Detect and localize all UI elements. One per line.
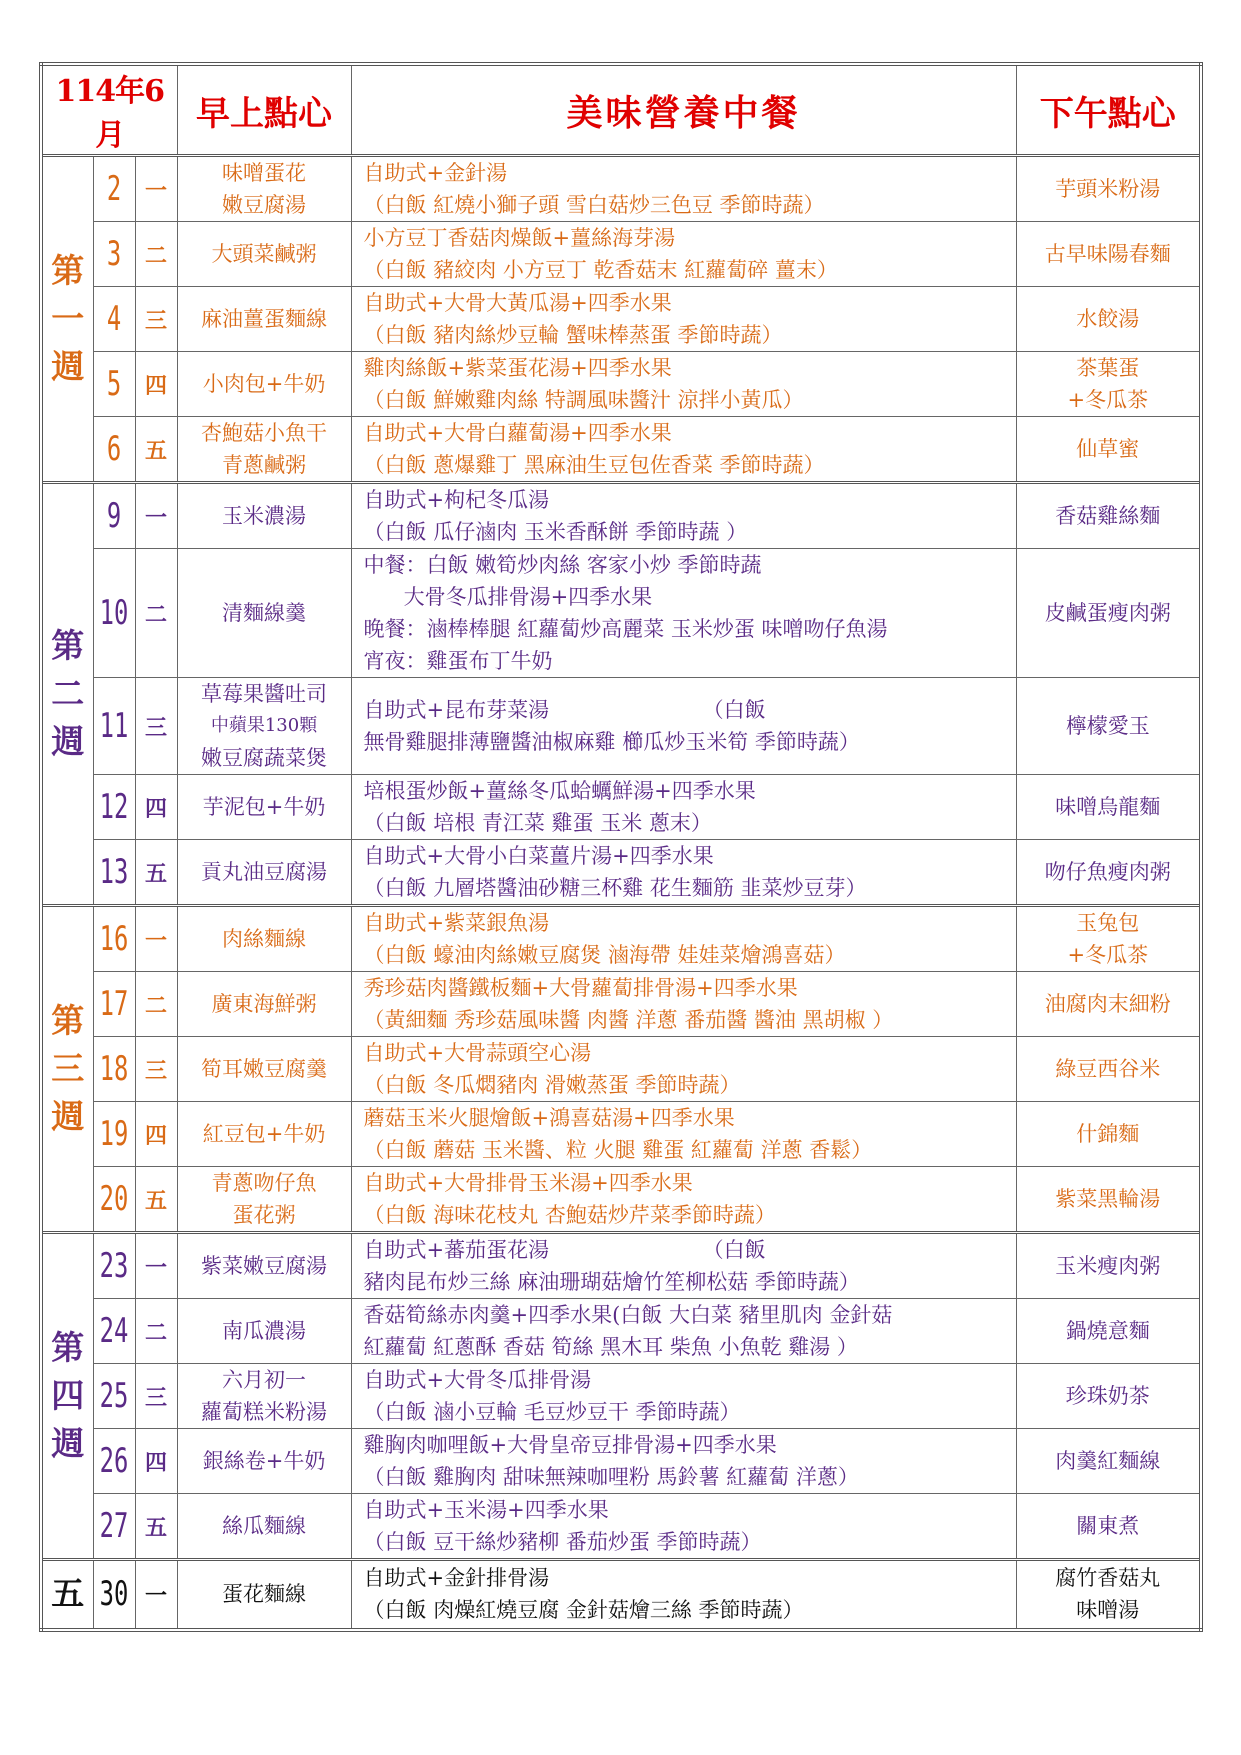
text-line: （白飯 培根 青江菜 雞蛋 玉米 蔥末） xyxy=(363,811,712,835)
weekday-cell: 一 xyxy=(135,156,177,222)
afternoon-snack-cell xyxy=(1016,906,1201,972)
text-line: 味噌蛋花 xyxy=(222,161,307,185)
text-line: 大頭菜鹹粥 xyxy=(211,242,317,266)
weekday-cell: 三 xyxy=(135,678,177,775)
week-label xyxy=(41,906,93,1233)
lunch-cell xyxy=(351,483,1016,549)
afternoon-snack-cell xyxy=(1016,1494,1201,1560)
breakfast-cell xyxy=(177,1494,351,1560)
afternoon-snack-cell xyxy=(1016,1037,1201,1102)
text-line: （白飯 九層塔醬油砂糖三杯雞 花生麵筋 韭菜炒豆芽） xyxy=(363,876,867,900)
text-line: 中餐：白飯 嫩筍炒肉絲 客家小炒 季節時蔬 xyxy=(363,553,762,577)
text-line: 肉羹紅麵線 xyxy=(1055,1449,1161,1473)
text-line: 紫菜黑輪湯 xyxy=(1055,1187,1161,1211)
text-line: 青蔥吻仔魚 xyxy=(211,1171,317,1195)
text-line: 嫩豆腐湯 xyxy=(222,193,307,217)
text-line: 秀珍菇肉醬鐵板麵+大骨蘿蔔排骨湯+四季水果 xyxy=(363,976,798,1000)
text-line: 自助式+玉米湯+四季水果 xyxy=(363,1498,609,1522)
week-label-char: 一 xyxy=(51,299,85,338)
afternoon-snack-cell xyxy=(1016,1167,1201,1233)
text-line: 自助式+金針湯 xyxy=(363,161,508,185)
text-line: （白飯 冬瓜燜豬肉 滑嫩蒸蛋 季節時蔬） xyxy=(363,1073,741,1097)
text-line: 古早味陽春麵 xyxy=(1044,242,1171,266)
week-label-char: 週 xyxy=(51,1424,85,1463)
weekday-cell: 一 xyxy=(135,1560,177,1630)
text-line: 小方豆丁香菇肉燥飯+薑絲海芽湯 xyxy=(363,226,676,250)
breakfast-cell xyxy=(177,840,351,906)
week-label-char: 第 xyxy=(51,626,85,665)
text-line: 自助式+蕃茄蛋花湯 （白飯 xyxy=(363,1238,766,1262)
lunch-cell xyxy=(351,222,1016,287)
breakfast-cell xyxy=(177,1233,351,1299)
lunch-cell xyxy=(351,1299,1016,1364)
afternoon-snack-cell xyxy=(1016,156,1201,222)
weekday-cell: 一 xyxy=(135,483,177,549)
breakfast-cell xyxy=(177,1037,351,1102)
weekday-cell: 三 xyxy=(135,287,177,352)
text-line: （白飯 海味花枝丸 杏鮑菇炒芹菜季節時蔬） xyxy=(363,1203,776,1227)
week-label-char: 五 xyxy=(51,1574,85,1614)
afternoon-snack-cell xyxy=(1016,287,1201,352)
text-line: 蘿蔔糕米粉湯 xyxy=(201,1400,328,1424)
text-line: 香菇雞絲麵 xyxy=(1055,504,1161,528)
text-line: 芋頭米粉湯 xyxy=(1055,177,1161,201)
text-line: 自助式+大骨小白菜薑片湯+四季水果 xyxy=(363,844,714,868)
date-cell: 24 xyxy=(99,1299,128,1364)
breakfast-cell xyxy=(177,549,351,678)
date-cell: 2 xyxy=(99,156,128,222)
date-cell: 18 xyxy=(99,1037,128,1102)
weekday-cell: 一 xyxy=(135,1233,177,1299)
day-row xyxy=(41,1429,1201,1494)
day-row xyxy=(41,1494,1201,1560)
text-line: （白飯 蘑菇 玉米醬、粒 火腿 雞蛋 紅蘿蔔 洋蔥 香鬆） xyxy=(363,1138,873,1162)
date-cell: 23 xyxy=(99,1233,128,1299)
weekday-cell: 二 xyxy=(135,972,177,1037)
text-line: 自助式+大骨冬瓜排骨湯 xyxy=(363,1368,592,1392)
breakfast-cell xyxy=(177,417,351,483)
lunch-cell xyxy=(351,840,1016,906)
text-line: 雞肉絲飯+紫菜蛋花湯+四季水果 xyxy=(363,356,672,380)
text-line: 肉絲麵線 xyxy=(222,927,307,951)
lunch-cell xyxy=(351,1102,1016,1167)
lunch-cell xyxy=(351,156,1016,222)
afternoon-snack-cell xyxy=(1016,972,1201,1037)
text-line: （白飯 雞胸肉 甜味無辣咖哩粉 馬鈴薯 紅蘿蔔 洋蔥） xyxy=(363,1465,859,1489)
text-line: （黃細麵 秀珍菇風味醬 肉醬 洋蔥 番茄醬 醬油 黑胡椒 ） xyxy=(363,1008,894,1032)
lunch-cell xyxy=(351,549,1016,678)
breakfast-cell xyxy=(177,678,351,775)
date-cell: 10 xyxy=(99,549,128,678)
day-row xyxy=(41,1167,1201,1233)
breakfast-cell xyxy=(177,1429,351,1494)
breakfast-cell xyxy=(177,156,351,222)
date-cell: 26 xyxy=(99,1429,128,1494)
breakfast-cell xyxy=(177,1364,351,1429)
afternoon-snack-cell xyxy=(1016,352,1201,417)
day-row xyxy=(41,1102,1201,1167)
weekday-cell: 三 xyxy=(135,1364,177,1429)
text-line: 自助式+金針排骨湯 xyxy=(363,1566,550,1591)
text-line: 銀絲卷+牛奶 xyxy=(202,1449,326,1473)
week-label-char: 四 xyxy=(51,1376,85,1415)
text-line: 自助式+大骨蒜頭空心湯 xyxy=(363,1041,592,1065)
date-cell: 27 xyxy=(99,1494,128,1560)
lunch-cell xyxy=(351,1364,1016,1429)
header-row xyxy=(41,64,1201,156)
day-row xyxy=(41,222,1201,287)
text-line: 紅豆包+牛奶 xyxy=(202,1122,326,1146)
day-row xyxy=(41,483,1201,549)
breakfast-cell xyxy=(177,222,351,287)
text-line: 紅蘿蔔 紅蔥酥 香菇 筍絲 黑木耳 柴魚 小魚乾 雞湯 ） xyxy=(363,1335,858,1359)
afternoon-snack-cell xyxy=(1016,1102,1201,1167)
afternoon-snack-cell xyxy=(1016,1560,1201,1630)
text-line: 自助式+紫菜銀魚湯 xyxy=(363,911,550,935)
day-row xyxy=(41,775,1201,840)
weekday-cell: 四 xyxy=(135,352,177,417)
weekday-cell: 一 xyxy=(135,906,177,972)
date-cell: 6 xyxy=(99,417,128,483)
week-label xyxy=(41,1560,93,1630)
breakfast-cell xyxy=(177,775,351,840)
text-line: 玉米瘦肉粥 xyxy=(1055,1254,1161,1278)
text-line: 吻仔魚瘦肉粥 xyxy=(1044,860,1171,884)
weekday-cell: 五 xyxy=(135,840,177,906)
text-line: 味噌湯 xyxy=(1076,1598,1140,1623)
lunch-cell xyxy=(351,1233,1016,1299)
text-line: 鍋燒意麵 xyxy=(1065,1319,1150,1343)
text-line: 南瓜濃湯 xyxy=(222,1319,307,1343)
text-line: （白飯 鮮嫩雞肉絲 特調風味醬汁 涼拌小黃瓜） xyxy=(363,388,804,412)
breakfast-cell xyxy=(177,972,351,1037)
text-line: 玉兔包 xyxy=(1076,911,1140,935)
weekday-cell: 四 xyxy=(135,1102,177,1167)
lunch-cell xyxy=(351,775,1016,840)
lunch-heading: 美味營養中餐 xyxy=(351,64,1016,156)
date-cell: 16 xyxy=(99,906,128,972)
day-row xyxy=(41,972,1201,1037)
text-line: 自助式+大骨排骨玉米湯+四季水果 xyxy=(363,1171,693,1195)
lunch-cell xyxy=(351,287,1016,352)
text-line: 自助式+大骨大黃瓜湯+四季水果 xyxy=(363,291,672,315)
weekday-cell: 五 xyxy=(135,417,177,483)
text-line: 筍耳嫩豆腐羹 xyxy=(201,1057,328,1081)
text-line: 絲瓜麵線 xyxy=(222,1514,307,1538)
afternoon-snack-cell xyxy=(1016,549,1201,678)
text-line: （白飯 豆干絲炒豬柳 番茄炒蛋 季節時蔬） xyxy=(363,1530,762,1554)
weekday-cell: 五 xyxy=(135,1494,177,1560)
text-line: 關東煮 xyxy=(1076,1514,1140,1538)
week-label xyxy=(41,1233,93,1560)
morning-snack-heading: 早上點心 xyxy=(177,64,351,156)
afternoon-snack-cell xyxy=(1016,840,1201,906)
afternoon-snack-cell xyxy=(1016,1364,1201,1429)
afternoon-snack-cell xyxy=(1016,1299,1201,1364)
lunch-cell xyxy=(351,1560,1016,1630)
text-line: 珍珠奶茶 xyxy=(1065,1384,1150,1408)
date-cell: 13 xyxy=(99,840,128,906)
text-line: （白飯 紅燒小獅子頭 雪白菇炒三色豆 季節時蔬） xyxy=(363,193,825,217)
text-line: 玉米濃湯 xyxy=(222,504,307,528)
day-row xyxy=(41,1037,1201,1102)
text-line: 仙草蜜 xyxy=(1076,437,1140,461)
text-line: 貢丸油豆腐湯 xyxy=(201,860,328,884)
date-cell: 11 xyxy=(99,678,128,775)
text-line: 紫菜嫩豆腐湯 xyxy=(201,1254,328,1278)
date-cell: 19 xyxy=(99,1102,128,1167)
text-line: 小肉包+牛奶 xyxy=(202,372,326,396)
week-label-char: 週 xyxy=(51,347,85,386)
breakfast-cell xyxy=(177,483,351,549)
text-line: 蛋花麵線 xyxy=(222,1582,307,1607)
afternoon-snack-heading: 下午點心 xyxy=(1016,64,1201,156)
lunch-cell xyxy=(351,417,1016,483)
day-row xyxy=(41,156,1201,222)
lunch-cell xyxy=(351,1494,1016,1560)
text-line: 油腐肉末細粉 xyxy=(1044,992,1171,1016)
text-line: 腐竹香菇丸 xyxy=(1055,1566,1161,1591)
afternoon-snack-cell xyxy=(1016,222,1201,287)
date-cell: 25 xyxy=(99,1364,128,1429)
text-line: 檸檬愛玉 xyxy=(1065,714,1150,738)
day-row xyxy=(41,840,1201,906)
text-line: 麻油薑蛋麵線 xyxy=(201,307,328,331)
weekday-cell: 二 xyxy=(135,549,177,678)
date-cell: 3 xyxy=(99,222,128,287)
text-line: 蘑菇玉米火腿燴飯+鴻喜菇湯+四季水果 xyxy=(363,1106,735,1130)
text-line: （白飯 豬絞肉 小方豆丁 乾香菇末 紅蘿蔔碎 薑末） xyxy=(363,258,838,282)
text-line: 自助式+枸杞冬瓜湯 xyxy=(363,488,550,512)
week-label xyxy=(41,483,93,906)
day-row xyxy=(41,906,1201,972)
date-cell: 12 xyxy=(99,775,128,840)
text-line: 水餃湯 xyxy=(1076,307,1140,331)
text-line: 晚餐：滷棒棒腿 紅蘿蔔炒高麗菜 玉米炒蛋 味噌吻仔魚湯 xyxy=(363,617,888,641)
afternoon-snack-cell xyxy=(1016,1429,1201,1494)
lunch-menu-table xyxy=(39,62,1203,1632)
breakfast-cell xyxy=(177,352,351,417)
breakfast-cell xyxy=(177,1560,351,1630)
day-row xyxy=(41,352,1201,417)
weekday-cell: 五 xyxy=(135,1167,177,1233)
text-line: 六月初一 xyxy=(222,1368,307,1392)
text-line: 青蔥鹹粥 xyxy=(222,453,307,477)
text-line: 無骨雞腿排薄鹽醬油椒麻雞 櫛瓜炒玉米筍 季節時蔬） xyxy=(363,730,860,754)
day-row xyxy=(41,549,1201,678)
text-line: 中蘋果130顆 xyxy=(210,715,318,736)
text-line: （白飯 肉燥紅燒豆腐 金針菇燴三絲 季節時蔬） xyxy=(363,1598,804,1623)
text-line: 綠豆西谷米 xyxy=(1055,1057,1161,1081)
week-label-char: 週 xyxy=(51,1097,85,1136)
month-heading: 114年6月 xyxy=(41,64,177,156)
week-label xyxy=(41,156,93,483)
text-line: 嫩豆腐蔬菜煲 xyxy=(201,746,328,770)
date-cell: 4 xyxy=(99,287,128,352)
day-row xyxy=(41,1364,1201,1429)
weekday-cell: 四 xyxy=(135,1429,177,1494)
weekday-cell: 四 xyxy=(135,775,177,840)
date-cell: 5 xyxy=(99,352,128,417)
date-cell: 20 xyxy=(99,1167,128,1233)
text-line: （白飯 滷小豆輪 毛豆炒豆干 季節時蔬） xyxy=(363,1400,741,1424)
week-label-char: 二 xyxy=(51,674,85,713)
day-row xyxy=(41,1560,1201,1630)
breakfast-cell xyxy=(177,1299,351,1364)
day-row xyxy=(41,1299,1201,1364)
date-cell: 17 xyxy=(99,972,128,1037)
weekday-cell: 二 xyxy=(135,222,177,287)
afternoon-snack-cell xyxy=(1016,483,1201,549)
text-line: 什錦麵 xyxy=(1076,1122,1140,1146)
breakfast-cell xyxy=(177,287,351,352)
weekday-cell: 二 xyxy=(135,1299,177,1364)
lunch-cell xyxy=(351,1037,1016,1102)
text-line: （白飯 蔥爆雞丁 黑麻油生豆包佐香菜 季節時蔬） xyxy=(363,453,825,477)
text-line: 自助式+大骨白蘿蔔湯+四季水果 xyxy=(363,421,672,445)
text-line: +冬瓜茶 xyxy=(1067,943,1149,967)
lunch-cell xyxy=(351,906,1016,972)
breakfast-cell xyxy=(177,906,351,972)
week-label-char: 第 xyxy=(51,1328,85,1367)
lunch-cell xyxy=(351,678,1016,775)
text-line: 宵夜：雞蛋布丁牛奶 xyxy=(363,649,553,673)
weekday-cell: 三 xyxy=(135,1037,177,1102)
lunch-cell xyxy=(351,972,1016,1037)
text-line: 皮鹹蛋瘦肉粥 xyxy=(1044,601,1171,625)
text-line: 草莓果醬吐司 xyxy=(201,682,328,706)
breakfast-cell xyxy=(177,1167,351,1233)
text-line: 芋泥包+牛奶 xyxy=(202,795,326,819)
day-row xyxy=(41,1233,1201,1299)
day-row xyxy=(41,678,1201,775)
text-line: （白飯 蠔油肉絲嫩豆腐煲 滷海帶 娃娃菜燴鴻喜菇） xyxy=(363,943,846,967)
text-line: 蛋花粥 xyxy=(232,1203,296,1227)
text-line: （白飯 豬肉絲炒豆輪 蟹味棒蒸蛋 季節時蔬） xyxy=(363,323,783,347)
lunch-cell xyxy=(351,1167,1016,1233)
afternoon-snack-cell xyxy=(1016,417,1201,483)
lunch-cell xyxy=(351,352,1016,417)
afternoon-snack-cell xyxy=(1016,1233,1201,1299)
date-cell: 30 xyxy=(99,1560,128,1630)
day-row xyxy=(41,417,1201,483)
lunch-cell xyxy=(351,1429,1016,1494)
text-line: 培根蛋炒飯+薑絲冬瓜蛤蠣鮮湯+四季水果 xyxy=(363,779,756,803)
text-line: 大骨冬瓜排骨湯+四季水果 xyxy=(363,585,653,609)
text-line: 自助式+昆布芽菜湯 （白飯 xyxy=(363,698,766,722)
week-label-char: 第 xyxy=(51,251,85,290)
text-line: 香菇筍絲赤肉羹+四季水果(白飯 大白菜 豬里肌肉 金針菇 xyxy=(363,1303,893,1327)
text-line: 味噌烏龍麵 xyxy=(1055,795,1161,819)
text-line: 廣東海鮮粥 xyxy=(211,992,317,1016)
text-line: 雞胸肉咖哩飯+大骨皇帝豆排骨湯+四季水果 xyxy=(363,1433,777,1457)
text-line: 茶葉蛋 xyxy=(1076,356,1140,380)
date-cell: 9 xyxy=(99,483,128,549)
breakfast-cell xyxy=(177,1102,351,1167)
text-line: +冬瓜茶 xyxy=(1067,388,1149,412)
week-label-char: 第 xyxy=(51,1001,85,1040)
week-label-char: 週 xyxy=(51,722,85,761)
week-label-char: 三 xyxy=(51,1049,85,1088)
text-line: （白飯 瓜仔滷肉 玉米香酥餅 季節時蔬 ） xyxy=(363,520,748,544)
afternoon-snack-cell xyxy=(1016,678,1201,775)
text-line: 杏鮑菇小魚干 xyxy=(201,421,328,445)
afternoon-snack-cell xyxy=(1016,775,1201,840)
text-line: 豬肉昆布炒三絲 麻油珊瑚菇燴竹笙柳松菇 季節時蔬） xyxy=(363,1270,860,1294)
text-line: 清麵線羹 xyxy=(222,601,307,625)
day-row xyxy=(41,287,1201,352)
